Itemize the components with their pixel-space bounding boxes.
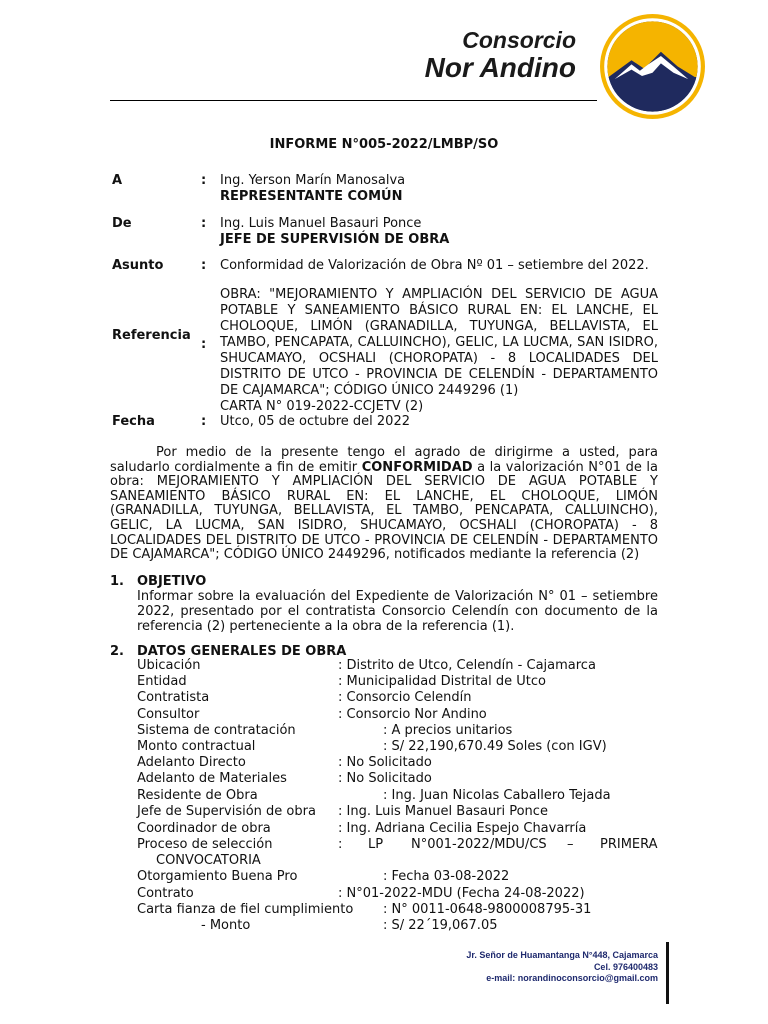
from-role: JEFE DE SUPERVISIÓN DE OBRA xyxy=(220,232,450,247)
footer-contact xyxy=(466,950,658,985)
general-data-value: : S/ 22,190,670.49 Soles (con IGV) xyxy=(383,739,607,754)
general-data-value: : No Solicitado xyxy=(338,771,432,786)
selection-process-number: N°001-2022/MDU/CS xyxy=(411,837,547,852)
general-data-label: Consultor xyxy=(137,707,200,722)
general-data-label: Adelanto de Materiales xyxy=(137,771,287,786)
general-data-label: - Monto xyxy=(201,918,251,933)
general-data-value: : Ing. Luis Manuel Basauri Ponce xyxy=(338,804,548,819)
general-data-value: : Ing. Adriana Cecilia Espejo Chavarría xyxy=(338,821,587,836)
reference-label: Referencia xyxy=(112,328,191,343)
reference-obra: OBRA: "MEJORAMIENTO Y AMPLIACIÓN DEL SERVICIO DE AGUA POTABLE Y SANEAMIENTO BÁSICO RURAL EN: EL LANCHE, EL CHOLOQUE, LIMÓN (GRANADILLA, TUYUNGA, BELLAVISTA, EL TAMBO, PENCAPATA, CALLUINCHO), GELIC, LA LUCMA, SAN ISIDRO, SHUCAMAYO, OCSHALI (CHOROPATA) - 8 LOCALIDADES DEL DISTRITO DE UTCO - PROVINCIA DE CELENDÍN - DEPARTAMENTO DE CAJAMARCA"; CÓDIGO ÚNICO 2449296 (1) xyxy=(220,287,658,398)
footer-phone: Cel. 976400483 xyxy=(593,961,658,972)
brand-name-line2: Nor Andino xyxy=(424,52,576,83)
reference-value xyxy=(220,287,658,415)
brand-name-line1: Consorcio xyxy=(462,27,576,53)
general-data-value: : A precios unitarios xyxy=(383,723,513,738)
general-data-label: Contratista xyxy=(137,690,210,705)
general-data-value: : S/ 22´19,067.05 xyxy=(383,918,498,933)
general-data-label: Otorgamiento Buena Pro xyxy=(137,869,298,884)
general-data-label: Adelanto Directo xyxy=(137,755,246,770)
reference-carta: CARTA N° 019-2022-CCJETV (2) xyxy=(220,399,424,414)
footer-vertical-bar xyxy=(666,942,669,1004)
from-value xyxy=(220,216,658,248)
selection-process-call: CONVOCATORIA xyxy=(156,853,261,868)
header-divider xyxy=(110,100,597,101)
to-label: A xyxy=(112,173,123,188)
general-data-label: Sistema de contratación xyxy=(137,723,296,738)
from-colon: : xyxy=(201,216,207,231)
selection-process-colon: : xyxy=(338,837,343,852)
intro-text-b: a la valorización N°01 de la obra: MEJORAMIENTO Y AMPLIACIÓN DEL SERVICIO DE AGUA POTABLE Y SANEAMIENTO BÁSICO RURAL EN: EL LANCHE, EL CHOLOQUE, LIMÓN (GRANADILLA, TUYUNGA, BELLAVISTA, EL TAMBO, PENCAPATA, CALLUINCHO), GELIC, LA LUCMA, SAN ISIDRO, SHUCAMAYO, OCSHALI (CHOROPATA) - 8 LOCALIDADES DEL DISTRITO DE UTCO - PROVINCIA DE CELENDÍN - DEPARTAMENTO DE CAJAMARCA"; CÓDIGO ÚNICO 2449296, notificados mediante la referencia (2) xyxy=(110,459,658,563)
subject-label: Asunto xyxy=(112,258,164,273)
general-data-value: : Fecha 03-08-2022 xyxy=(383,869,510,884)
selection-process-dash: – xyxy=(567,837,574,852)
to-value xyxy=(220,173,658,205)
to-name: Ing. Yerson Marín Manosalva xyxy=(220,173,406,188)
general-data-label: Jefe de Supervisión de obra xyxy=(137,804,316,819)
general-data-value: : N° 0011-0648-9800008795-31 xyxy=(383,902,592,917)
date-colon: : xyxy=(201,414,207,429)
general-data-label: Ubicación xyxy=(137,658,201,673)
to-colon: : xyxy=(201,173,207,188)
general-data-label: Carta fianza de fiel cumplimiento xyxy=(137,902,354,917)
from-label: De xyxy=(112,216,132,231)
general-data-value: : Ing. Juan Nicolas Caballero Tejada xyxy=(383,788,611,803)
selection-process-type: LP xyxy=(368,837,384,852)
from-name: Ing. Luis Manuel Basauri Ponce xyxy=(220,216,422,231)
selection-process-first: PRIMERA xyxy=(600,837,658,852)
general-data-label: Contrato xyxy=(137,886,194,901)
general-data-label: Proceso de selección xyxy=(137,837,273,852)
general-data-value: : Municipalidad Distrital de Utco xyxy=(338,674,546,689)
general-data-value: : Consorcio Celendín xyxy=(338,690,472,705)
general-data-label: Coordinador de obra xyxy=(137,821,271,836)
intro-text-bold: CONFORMIDAD xyxy=(361,459,473,475)
general-data-number: 2. xyxy=(110,644,124,659)
to-role: REPRESENTANTE COMÚN xyxy=(220,189,403,204)
date-value: Utco, 05 de octubre del 2022 xyxy=(220,414,410,429)
footer-address: Jr. Señor de Huamantanga N°448, Cajamarca xyxy=(466,950,658,960)
general-data-value: : Distrito de Utco, Celendín - Cajamarca xyxy=(338,658,596,673)
general-data-heading: DATOS GENERALES DE OBRA xyxy=(137,644,347,659)
general-data-label: Monto contractual xyxy=(137,739,256,754)
report-title: INFORME N°005-2022/LMBP/SO xyxy=(269,137,499,152)
intro-text-a: Por medio de la presente tengo el agrado de dirigirme a usted, para saludarlo cordialmente a fin de emitir xyxy=(110,445,658,475)
date-label: Fecha xyxy=(112,414,155,429)
objective-number: 1. xyxy=(110,574,124,589)
general-data-value: : No Solicitado xyxy=(338,755,432,770)
general-data-value: : Consorcio Nor Andino xyxy=(338,707,487,722)
subject-value: Conformidad de Valorización de Obra Nº 01 – setiembre del 2022. xyxy=(220,258,649,273)
mountain-sun-logo-icon xyxy=(600,14,705,119)
objective-text: Informar sobre la evaluación del Expediente de Valorización N° 01 – setiembre 2022, presentado por el contratista Consorcio Celendín con documento de la referencia (2) perteneciente a la obra de la referencia (1). xyxy=(137,589,658,634)
general-data-value: : N°01-2022-MDU (Fecha 24-08-2022) xyxy=(338,886,585,901)
reference-colon: : xyxy=(201,337,207,352)
general-data-label: Residente de Obra xyxy=(137,788,258,803)
general-data-label: Entidad xyxy=(137,674,187,689)
subject-colon: : xyxy=(201,258,207,273)
footer-email: e-mail: norandinoconsorcio@gmail.com xyxy=(486,973,658,983)
objective-heading: OBJETIVO xyxy=(137,574,207,589)
intro-paragraph xyxy=(110,446,658,563)
